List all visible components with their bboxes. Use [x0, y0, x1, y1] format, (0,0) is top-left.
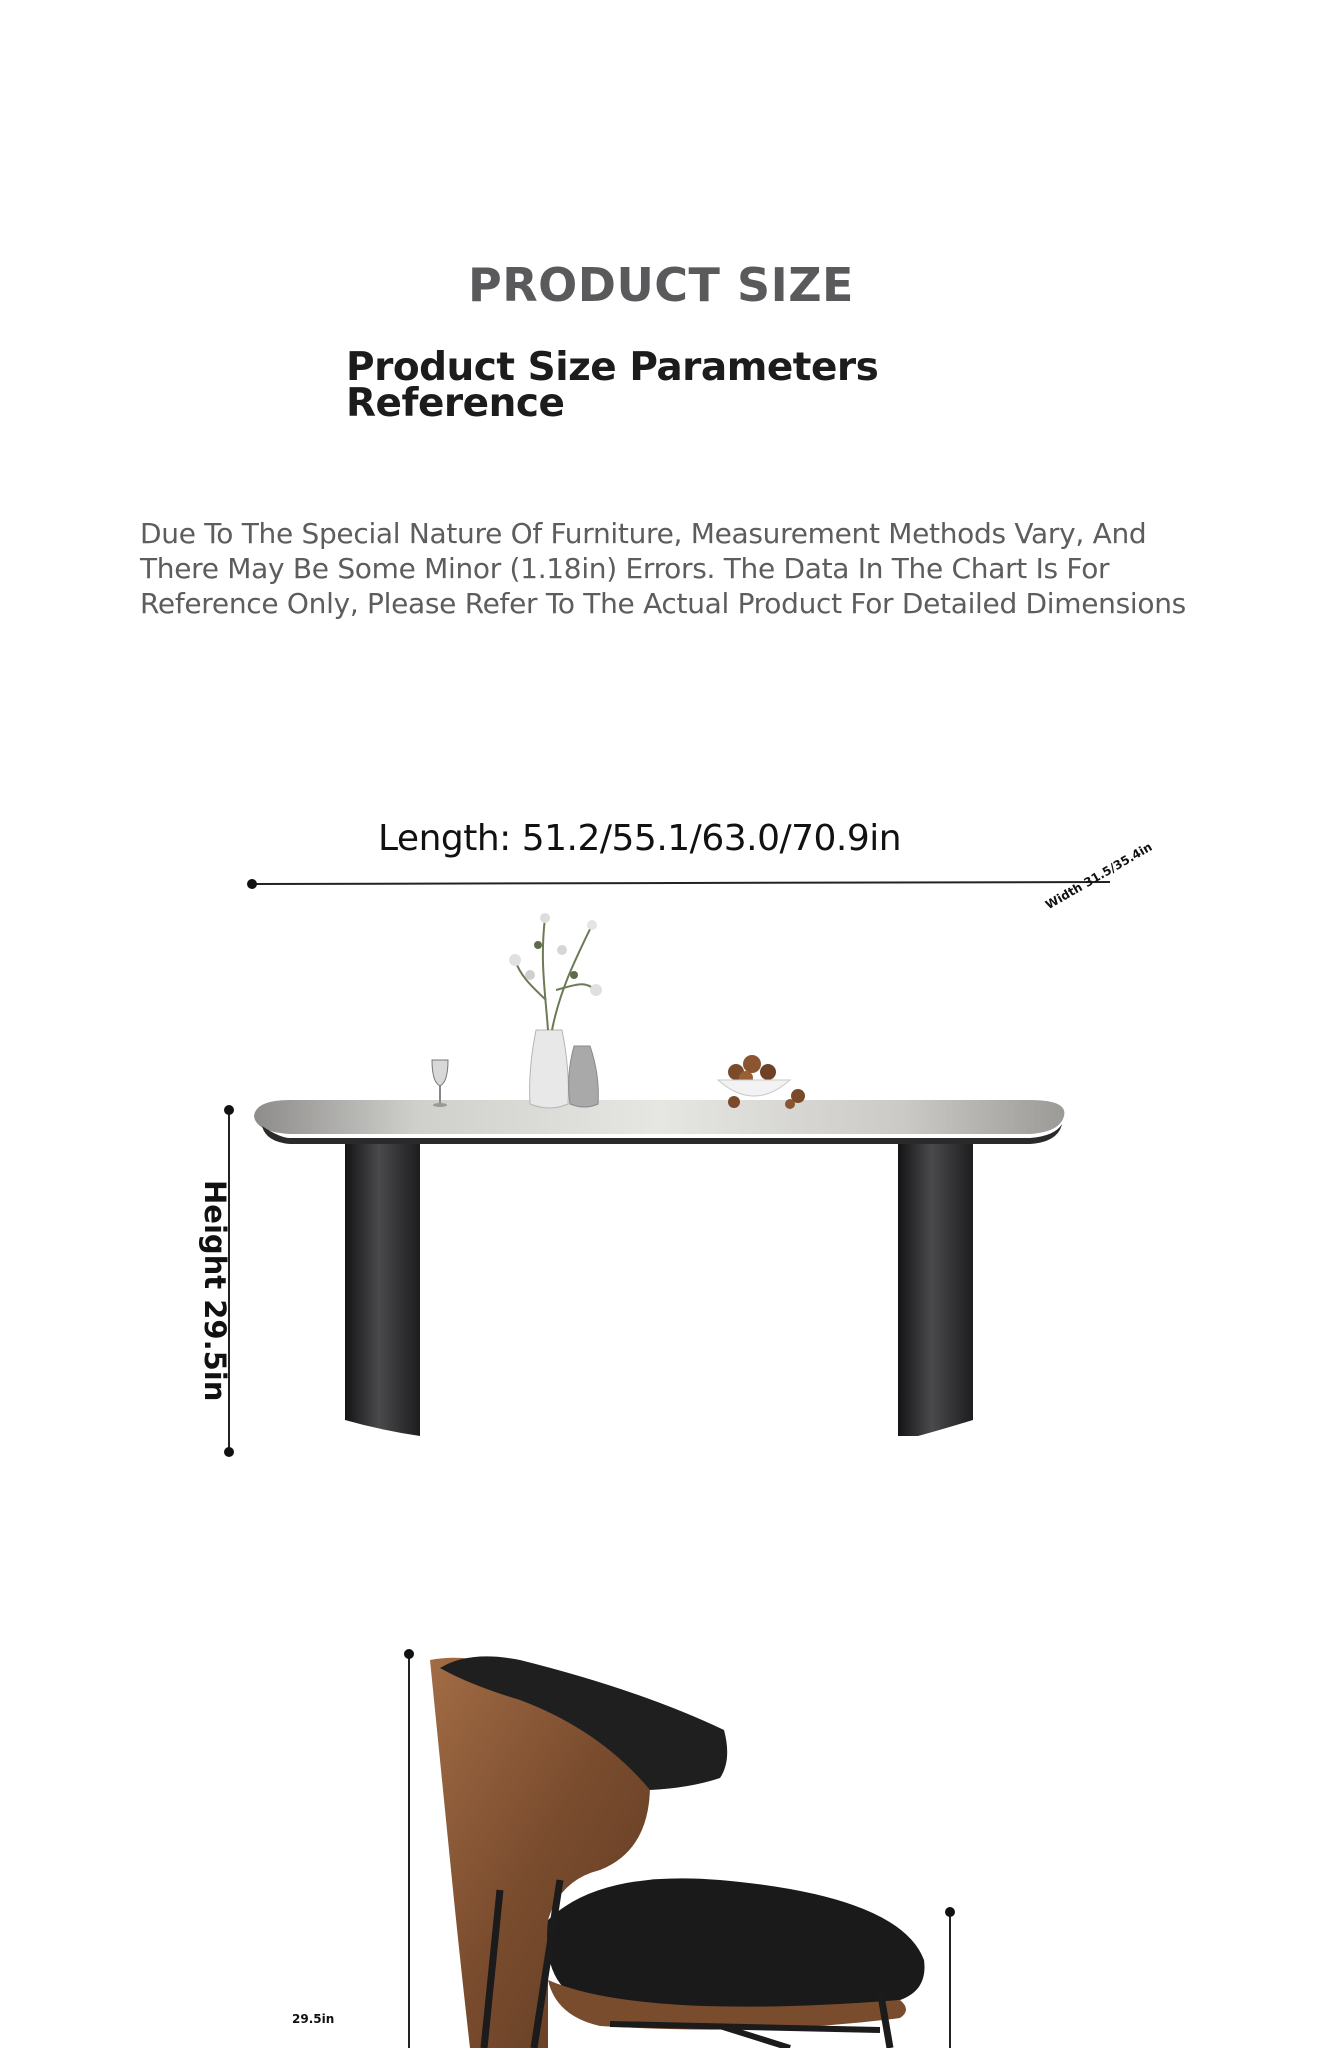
table-leg-right: [898, 1138, 973, 1436]
disclaimer-line-3: Reference Only, Please Refer To The Actual Product For Detailed Dimensions: [140, 587, 1186, 620]
vases-with-flowers: [509, 913, 602, 1108]
disclaimer-line-2: There May Be Some Minor (1.18in) Errors. The Data In The Chart Is For: [140, 552, 1110, 585]
height-label: Height 29.5in: [198, 1180, 232, 1402]
table-leg-left: [345, 1138, 420, 1436]
chair-height-label: 29.5in: [292, 2012, 335, 2026]
params-title-line-1: Product Size Parameters: [346, 345, 879, 390]
dining-chair: [404, 1649, 955, 2048]
wine-glass: [432, 1060, 448, 1107]
width-label: Width 31.5/35.4in: [1043, 839, 1155, 913]
params-title-line-2: Reference: [346, 381, 565, 426]
disclaimer-line-1: Due To The Special Nature Of Furniture, Measurement Methods Vary, And: [140, 517, 1147, 550]
section-title: PRODUCT SIZE: [468, 258, 854, 312]
length-dimension-line: [247, 879, 1110, 889]
table-top: [254, 1100, 1064, 1144]
length-label: Length: 51.2/55.1/63.0/70.9in: [378, 818, 902, 859]
